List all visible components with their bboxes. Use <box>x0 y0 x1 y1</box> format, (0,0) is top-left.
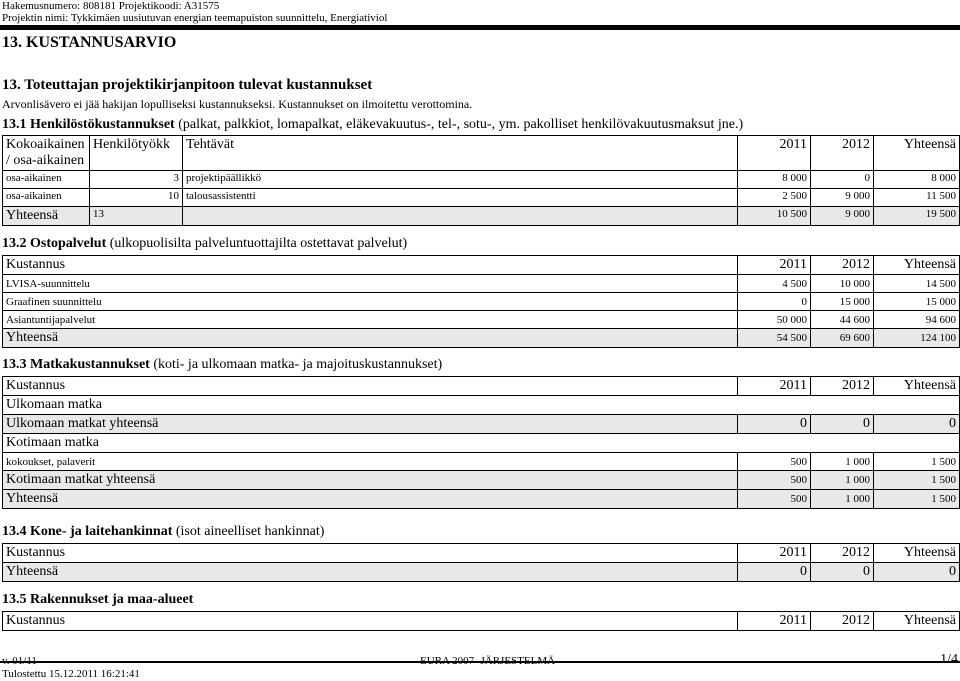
table-cell: 0 <box>811 415 874 434</box>
table-cell: Yhteensä <box>3 490 738 509</box>
travel-costs-table <box>2 376 960 509</box>
table-header-row <box>3 544 960 563</box>
table-cell: 15 000 <box>874 293 960 311</box>
section-number: 13.3 <box>2 357 27 372</box>
table-cell: 1 000 <box>811 471 874 490</box>
column-header: Yhteensä <box>874 612 960 631</box>
section-13-3-title <box>2 357 442 373</box>
column-header: Kokoaikainen / osa-aikainen <box>3 136 90 171</box>
table-cell: 1 500 <box>874 453 960 471</box>
header-application-line: Hakemusnumero: 808181 Projektikoodi: A31575 <box>2 0 220 12</box>
table-cell: 0 <box>738 563 811 582</box>
column-header: Kustannus <box>3 256 738 275</box>
table-cell: 10 000 <box>811 275 874 293</box>
column-header: Yhteensä <box>874 256 960 275</box>
column-header: 2012 <box>811 377 874 396</box>
table-cell: Kotimaan matka <box>3 434 960 453</box>
table-cell: Yhteensä <box>3 563 738 582</box>
table-cell: 9 000 <box>811 207 874 226</box>
section-13-2-title <box>2 236 407 252</box>
table-total-row <box>3 490 960 509</box>
section-description: (palkat, palkkiot, lomapalkat, eläkevakuutus-, tel-, sotu-, ym. pakolliset henkilövakuutusmaksut jne.) <box>178 117 744 132</box>
purchased-services-table <box>2 255 960 348</box>
table-cell: 500 <box>738 471 811 490</box>
table-cell: 69 600 <box>811 329 874 348</box>
section-13-4-title <box>2 524 324 540</box>
column-header: 2011 <box>738 136 811 171</box>
table-cell: Graafinen suunnittelu <box>3 293 738 311</box>
table-cell: 0 <box>811 171 874 189</box>
table-cell: 44 600 <box>811 311 874 329</box>
table-cell: 15 000 <box>811 293 874 311</box>
column-header: 2011 <box>738 256 811 275</box>
table-subtotal-row <box>3 471 960 490</box>
column-header: Tehtävät <box>183 136 738 171</box>
section-name: Henkilöstökustannukset <box>30 117 175 132</box>
column-header: 2012 <box>811 136 874 171</box>
table-cell: Kotimaan matkat yhteensä <box>3 471 738 490</box>
column-header: Yhteensä <box>874 136 960 171</box>
table-cell: 8 000 <box>738 171 811 189</box>
table-total-row <box>3 563 960 582</box>
header-project-line: Projektin nimi: Tykkimäen uusiutuvan energian teemapuiston suunnittelu, Energiativiol <box>2 12 388 24</box>
section-description: (ulkopuolisilta palveluntuottajilta ostettavat palvelut) <box>109 236 408 251</box>
column-header: Kustannus <box>3 544 738 563</box>
table-total-row <box>3 329 960 348</box>
table-cell: 124 100 <box>874 329 960 348</box>
table-cell: 0 <box>874 563 960 582</box>
table-cell: kokoukset, palaverit <box>3 453 738 471</box>
section-description: (isot aineelliset hankinnat) <box>175 524 325 539</box>
section-name: Ostopalvelut <box>30 236 107 251</box>
table-cell: 0 <box>874 415 960 434</box>
table-cell: 500 <box>738 453 811 471</box>
table-cell: 50 000 <box>738 311 811 329</box>
table-cell: 10 <box>90 189 183 207</box>
section-name: Matkakustannukset <box>30 357 150 372</box>
table-row <box>3 275 960 293</box>
table-cell: 10 500 <box>738 207 811 226</box>
table-cell: Ulkomaan matkat yhteensä <box>3 415 738 434</box>
page-number: 1/4 <box>940 652 958 667</box>
page-title: 13. KUSTANNUSARVIO <box>2 34 177 51</box>
table-cell: 1 000 <box>811 453 874 471</box>
table-cell: 13 <box>90 207 183 226</box>
column-header: Henkilötyökk <box>90 136 183 171</box>
column-header: 2011 <box>738 612 811 631</box>
column-header: Kustannus <box>3 612 738 631</box>
table-cell: osa-aikainen <box>3 171 90 189</box>
section-number: 13.4 <box>2 524 27 539</box>
column-header: 2011 <box>738 377 811 396</box>
table-header-row <box>3 256 960 275</box>
column-header: Kustannus <box>3 377 738 396</box>
table-subtotal-row <box>3 415 960 434</box>
table-cell: 500 <box>738 490 811 509</box>
table-cell: 94 600 <box>874 311 960 329</box>
table-cell: 9 000 <box>811 189 874 207</box>
table-row <box>3 171 960 189</box>
section-name: Rakennukset ja maa-alueet <box>30 592 194 607</box>
table-cell: 11 500 <box>874 189 960 207</box>
section-description: (koti- ja ulkomaan matka- ja majoituskustannukset) <box>153 357 443 372</box>
section-number: 13.1 <box>2 117 27 132</box>
section-name: Kone- ja laitehankinnat <box>30 524 173 539</box>
column-header: 2011 <box>738 544 811 563</box>
vat-note: Arvonlisävero ei jää hakijan lopulliseksi kustannukseksi. Kustannukset on ilmoitettu verottomina. <box>2 97 473 111</box>
table-group-row <box>3 434 960 453</box>
personnel-costs-table <box>2 135 960 226</box>
table-row <box>3 453 960 471</box>
table-header-row <box>3 136 960 171</box>
footer-system: EURA 2007 -JÄRJESTELMÄ <box>420 655 556 667</box>
table-cell: Yhteensä <box>3 207 90 226</box>
footer-version: v. 01/11 <box>2 655 37 667</box>
table-cell: Asiantuntijapalvelut <box>3 311 738 329</box>
table-cell: 19 500 <box>874 207 960 226</box>
table-cell: 2 500 <box>738 189 811 207</box>
table-cell: 54 500 <box>738 329 811 348</box>
section-number: 13.2 <box>2 236 27 251</box>
table-cell <box>183 207 738 226</box>
table-cell: 0 <box>738 293 811 311</box>
table-cell: 4 500 <box>738 275 811 293</box>
table-total-row <box>3 207 960 226</box>
column-header: 2012 <box>811 612 874 631</box>
table-group-row <box>3 396 960 415</box>
table-header-row <box>3 612 960 631</box>
table-cell: osa-aikainen <box>3 189 90 207</box>
section-13-1-title <box>2 117 743 133</box>
table-cell: 0 <box>738 415 811 434</box>
header-divider <box>0 25 960 30</box>
table-cell: 0 <box>811 563 874 582</box>
table-cell: 1 500 <box>874 471 960 490</box>
buildings-table <box>2 611 960 631</box>
table-cell: 8 000 <box>874 171 960 189</box>
column-header: 2012 <box>811 256 874 275</box>
section-number: 13.5 <box>2 592 27 607</box>
column-header: Yhteensä <box>874 544 960 563</box>
table-cell: Ulkomaan matka <box>3 396 960 415</box>
column-header: Yhteensä <box>874 377 960 396</box>
table-cell: 1 000 <box>811 490 874 509</box>
section-13-heading: 13. Toteuttajan projektikirjanpitoon tulevat kustannukset <box>2 77 373 93</box>
footer-printed: Tulostettu 15.12.2011 16:21:41 <box>2 668 140 680</box>
table-row <box>3 311 960 329</box>
table-cell: 1 500 <box>874 490 960 509</box>
section-13-5-title <box>2 592 193 608</box>
equipment-table <box>2 543 960 582</box>
column-header: 2012 <box>811 544 874 563</box>
table-cell: projektipäällikkö <box>183 171 738 189</box>
table-header-row <box>3 377 960 396</box>
table-row <box>3 293 960 311</box>
table-cell: LVISA-suunnittelu <box>3 275 738 293</box>
table-cell: talousassistentti <box>183 189 738 207</box>
table-cell: 3 <box>90 171 183 189</box>
table-cell: Yhteensä <box>3 329 738 348</box>
table-row <box>3 189 960 207</box>
table-cell: 14 500 <box>874 275 960 293</box>
